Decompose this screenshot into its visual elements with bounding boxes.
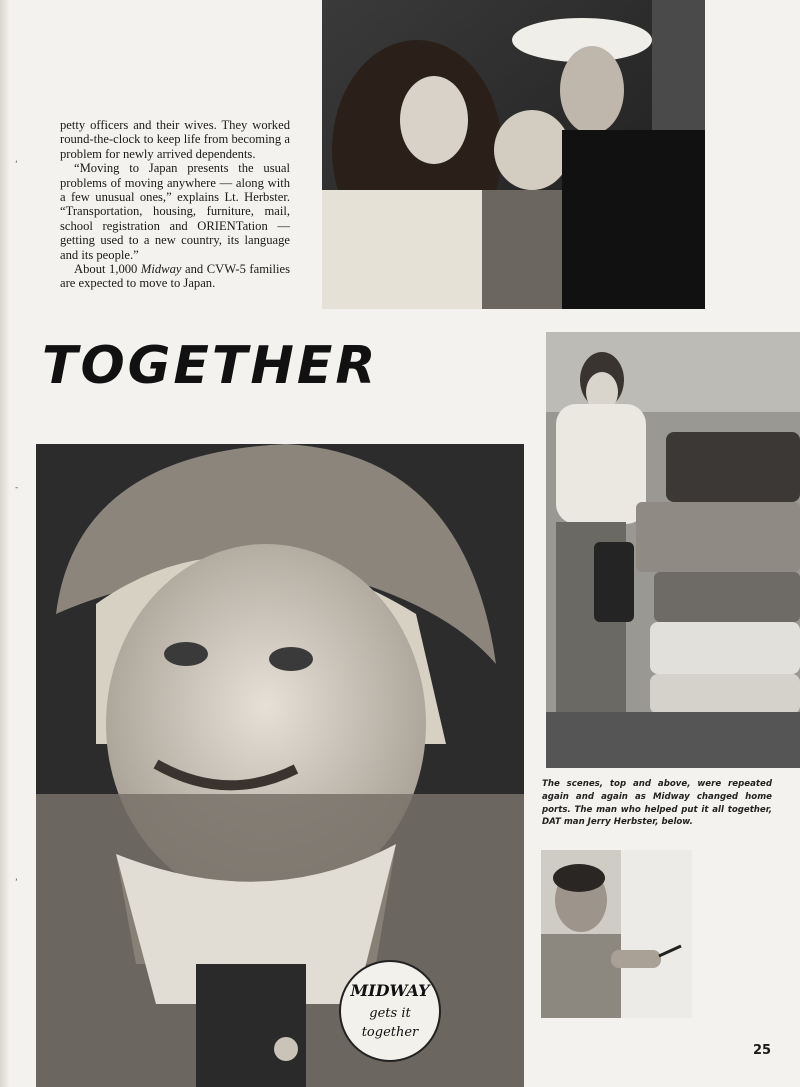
page-number: 25 (753, 1043, 772, 1058)
article-italic-text: Midway (140, 262, 182, 277)
article-paragraph (60, 118, 290, 161)
photo-luggage-arrival (546, 332, 800, 768)
page-edge (0, 0, 10, 1087)
article-text: About 1,000 (74, 262, 141, 277)
margin-mark: - (15, 483, 19, 493)
article-body (60, 118, 290, 291)
photo-child-portrait (36, 444, 524, 1087)
article-paragraph (60, 262, 290, 291)
headline: TOGETHER (42, 336, 379, 396)
article-text: and CVW-5 families are expected to move to Japan. (60, 262, 290, 291)
photo-caption: The scenes, top and above, were repeated again and again as Midway changed home ports. The man who helped put it all together, DAT man Jerry Herbster, below. (542, 779, 772, 828)
badge-line-1: MIDWAY (350, 981, 430, 1000)
badge-line-2: gets it (369, 1006, 411, 1021)
article-text: “Moving to Japan presents the usual problems of moving anywhere — along with a few unusual ones,” explains Lt. Herbster. “Transportation, housing, furniture, mail, school registration and ORIENTation — getting used to a new country, its language and its people.” (60, 161, 290, 262)
article-paragraph (60, 161, 290, 262)
article-text: petty officers and their wives. They worked round-the-clock to keep life from becoming a problem for newly arrived dependents. (60, 118, 290, 161)
photo-dat-man (541, 850, 692, 1018)
margin-mark: ‘ (15, 878, 18, 888)
photo-family-reunion (322, 0, 705, 309)
margin-mark: ‘ (15, 160, 18, 170)
badge-line-3: together (361, 1025, 419, 1040)
